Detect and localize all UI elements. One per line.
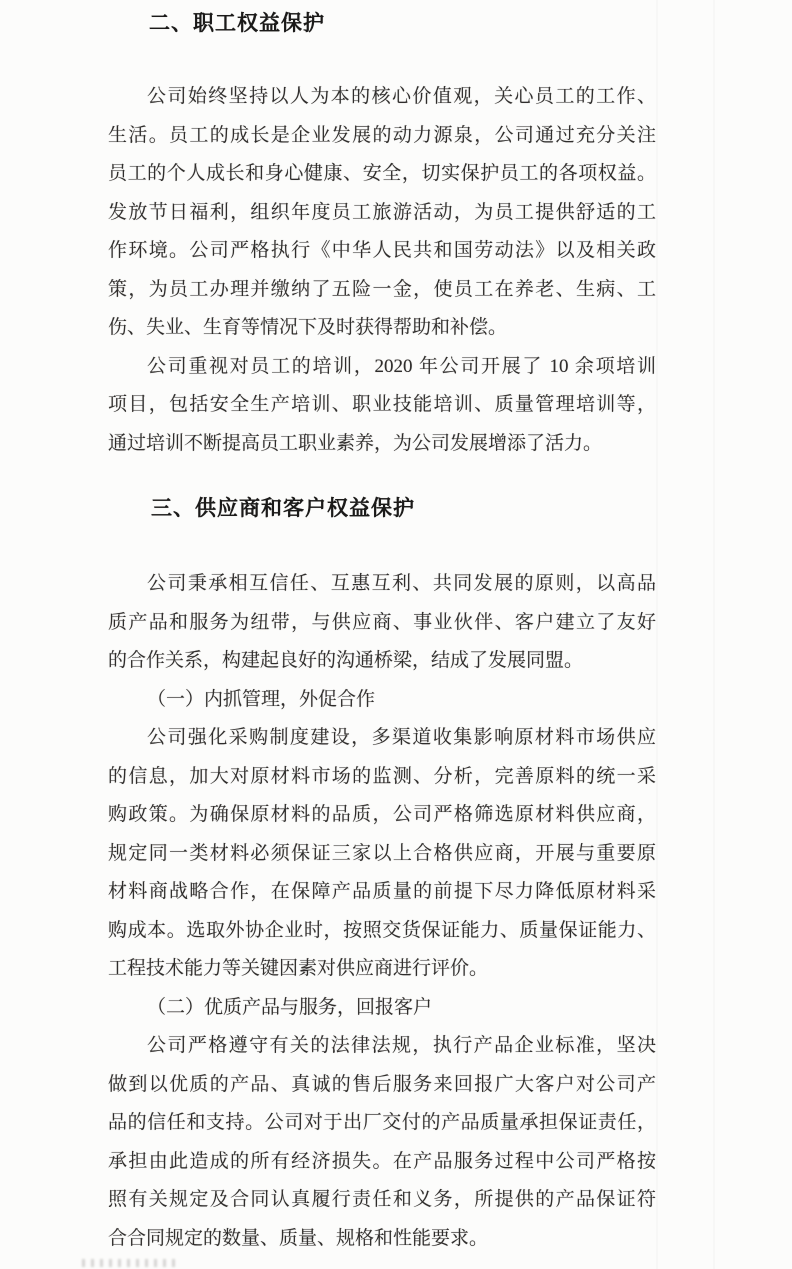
text-line: 照有关规定及合同认真履行责任和义务，所提供的产品保证符 <box>108 1189 656 1210</box>
text-line: 公司严格遵守有关的法律法规，执行产品企业标准，坚决 <box>147 1035 656 1056</box>
cutoff-text-artifact <box>82 1259 178 1267</box>
employee-rights-section-body <box>108 78 656 463</box>
text-line: 通过培训不断提高员工职业素养，为公司发展增添了活力。 <box>108 432 603 454</box>
text-line: 的信息，加大对原材料市场的监测、分析，完善原料的统一采 <box>108 765 656 787</box>
text-line: 公司始终坚持以人为本的核心价值观，关心员工的工作、 <box>147 86 656 107</box>
text-line: 材料商战略合作，在保障产品质量的前提下尽力降低原材料采 <box>108 881 656 902</box>
text-line: 发放节日福利，组织年度员工旅游活动，为员工提供舒适的工 <box>108 201 656 223</box>
text-line: 质产品和服务为纽带，与供应商、事业伙伴、客户建立了友好 <box>108 611 656 633</box>
text-line: 做到以优质的产品、真诚的售后服务来回报广大客户对公司产 <box>108 1073 656 1095</box>
text-line: 公司强化采购制度建设，多渠道收集影响原材料市场供应 <box>147 727 656 748</box>
subsection-heading: （二）优质产品与服务，回报客户 <box>147 996 433 1018</box>
subsection-heading: （一）内抓管理，外促合作 <box>147 688 376 710</box>
text-line: 生活。员工的成长是企业发展的动力源泉，公司通过充分关注 <box>108 124 656 146</box>
scan-streak-artifact <box>656 0 658 1269</box>
text-line: 公司重视对员工的培训，2020 年公司开展了 10 余项培训 <box>147 355 656 377</box>
text-line: 公司秉承相互信任、互惠互利、共同发展的原则，以高品 <box>147 573 656 594</box>
section-heading-supplier-customer-rights: 三、供应商和客户权益保护 <box>151 497 415 520</box>
supplier-customer-section-body <box>108 565 656 1258</box>
text-line: 项目，包括安全生产培训、职业技能培训、质量管理培训等， <box>108 394 656 415</box>
text-line: 工程技术能力等关键因素对供应商进行评价。 <box>108 958 489 979</box>
text-line: 策，为员工办理并缴纳了五险一金，使员工在养老、生病、工 <box>108 278 656 300</box>
text-line: 规定同一类材料必须保证三家以上合格供应商，开展与重要原 <box>108 842 656 864</box>
text-line: 伤、失业、生育等情况下及时获得帮助和补偿。 <box>108 317 508 338</box>
section-heading-employee-rights: 二、职工权益保护 <box>149 12 325 35</box>
text-line: 品的信任和支持。公司对于出厂交付的产品质量承担保证责任， <box>108 1112 656 1133</box>
text-line: 购成本。选取外协企业时，按照交货保证能力、质量保证能力、 <box>108 919 656 941</box>
text-line: 员工的个人成长和身心健康、安全，切实保护员工的各项权益。 <box>108 163 656 184</box>
scan-streak-artifact <box>713 0 715 1269</box>
text-line: 购政策。为确保原材料的品质，公司严格筛选原材料供应商， <box>108 804 656 825</box>
text-line: 作环境。公司严格执行《中华人民共和国劳动法》以及相关政 <box>108 240 656 261</box>
text-line: 的合作关系，构建起良好的沟通桥梁，结成了发展同盟。 <box>108 650 584 671</box>
text-line: 承担由此造成的所有经济损失。在产品服务过程中公司严格按 <box>108 1150 656 1172</box>
text-line: 合合同规定的数量、质量、规格和性能要求。 <box>108 1227 489 1249</box>
